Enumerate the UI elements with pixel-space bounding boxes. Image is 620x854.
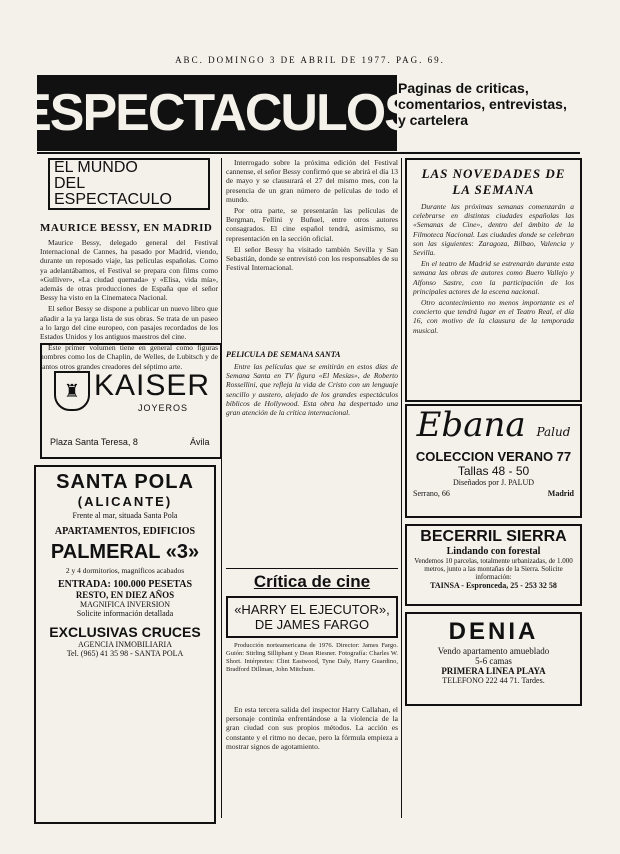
critica-title: Crítica de cine	[253, 572, 371, 591]
kaiser-city: Ávila	[190, 437, 210, 447]
ebana-brand: Ebana	[416, 405, 526, 445]
santapola-region: (ALICANTE)	[77, 494, 173, 509]
paragraph: El señor Bessy ha visitado también Sevilla y San Sebastián, donde se entrevistó con los responsables de su Festival Internacional.	[226, 244, 398, 273]
paragraph: El señor Bessy se dispone a publicar un nuevo libro que añadir a la ya larga lista de sus obras. Se trata de un paseo a lo largo del cine europeo, con pasajes recordados de los Estados Unidos y los antiguos maestros del cine.	[40, 304, 218, 342]
becerril-title: BECERRIL SIERRA	[420, 528, 567, 545]
ad-ebana	[405, 404, 582, 518]
section-title: ESPECTACULOS	[17, 84, 417, 142]
film-title-box	[226, 596, 398, 638]
santapola-entrada: ENTRADA: 100.000 PESETAS	[58, 579, 192, 590]
santapola-resto: RESTO, EN DIEZ AÑOS	[75, 590, 175, 600]
novedades-box	[405, 158, 582, 402]
becerril-desc: Vendemos 10 parcelas, totalmente urbanizadas, de 1.000 metros, junto a las montañas de la Sierra. Solicite información:	[414, 557, 573, 581]
santapola-desc: 2 y 4 dormitorios, magníficos acabados	[65, 566, 185, 575]
denia-line1: Vendo apartamento amueblado	[437, 646, 550, 656]
santapola-solicite: Solicite información detallada	[76, 609, 174, 618]
denia-line2: 5-6 camas	[475, 656, 512, 666]
ad-santa-pola	[34, 465, 216, 824]
becerril-contact: TAINSA - Espronceda, 25 - 253 32 58	[430, 581, 557, 590]
santapola-building: PALMERAL	[50, 541, 161, 563]
logo-line: ESPECTACULO	[54, 191, 172, 208]
kaiser-sub: JOYEROS	[138, 403, 189, 413]
section-subtitle: Paginas de criticas, comentarios, entrevistas, y cartelera	[398, 80, 567, 128]
ebana-coleccion: COLECCION VERANO 77	[415, 449, 572, 464]
ebana-tallas: Tallas 48 - 50	[457, 464, 530, 478]
divider	[37, 152, 580, 154]
divider	[226, 568, 398, 569]
kaiser-address: Plaza Santa Teresa, 8	[50, 437, 138, 447]
ad-kaiser	[40, 343, 222, 459]
kaiser-brand: KAISER	[94, 369, 211, 402]
denia-title: DENIA	[448, 618, 539, 645]
section-banner	[17, 75, 417, 151]
column-rule	[401, 158, 402, 818]
santapola-title: SANTA POLA	[56, 471, 194, 493]
santapola-exclusivas: EXCLUSIVAS CRUCES	[49, 624, 201, 640]
novedades-item: Durante las próximas semanas comenzarán a celebrarse en distintas ciudades españolas las «Semanas de Cine», dentro del ámbito de la Filmoteca Nacional. Las ciudades donde se celebran son las siguientes: Zaragoza, Bilbao, Valencia y Sevilla.	[413, 202, 574, 258]
ebana-disenos: Diseñados por J. PALUD	[452, 478, 535, 487]
santapola-contact: Tel. (965) 41 35 98 - SANTA POLA	[66, 649, 184, 658]
paragraph: Por otra parte, se presentarán las películas de Bergman, Fellini y Buñuel, entre otros autores consagrados. El cine español tendrá, asimismo, su representación en la sección oficial.	[226, 206, 398, 243]
column-rule	[221, 158, 222, 818]
crown-icon: ♜	[54, 371, 90, 411]
paragraph: Producción norteamericana de 1976. Director: James Fargo. Guión: Stirling Silliphant y Dean Riesner. Fotografía: Charles W. Short. Intérpretes: Clint Eastwood, Tyne Daly, Harry Guardino, Bradford Dillman, John Mitchum.	[226, 642, 398, 673]
article-continued	[226, 158, 398, 348]
denia-line3: PRIMERA LINEA PLAYA	[441, 666, 546, 676]
novedades-item: Otro acontecimiento no menos importante es el concierto que tendrá lugar en el Teatro Real, el día 16, con motivo de la clausura de la temporada musical.	[413, 298, 574, 335]
ebana-city: Madrid	[547, 489, 574, 498]
santapola-agencia: AGENCIA INMOBILIARIA	[78, 640, 172, 649]
santapola-info: MAGNIFICA INVERSION	[79, 600, 170, 609]
page-header: ABC. DOMINGO 3 DE ABRIL DE 1977. PAG. 69.	[175, 55, 445, 65]
feature-body	[226, 362, 398, 562]
ad-becerril	[405, 524, 582, 606]
article-headline: MAURICE BESSY, EN MADRID	[40, 222, 213, 234]
feature-heading: PELICULA DE SEMANA SANTA	[226, 350, 341, 359]
santapola-apartamentos: APARTAMENTOS, EDIFICIOS	[54, 526, 196, 537]
ebana-sub: Palud	[536, 425, 571, 439]
paragraph: Este primer volumen tiene en general como figuras nombres como los de Chaplin, de Welles, de Lubitsch y de tantos otros grandes creadores del séptimo arte.	[40, 343, 218, 371]
paragraph: En esta tercera salida del inspector Harry Callahan, el personaje continúa enfrentándose a la violencia de la gran ciudad con sus propios métodos. La acción es constante y el ritmo no decae, pero la fórmula empieza a mostrar signos de agotamiento.	[226, 705, 398, 751]
mundo-logo	[48, 158, 210, 210]
paragraph: Maurice Bessy, delegado general del Festival Internacional de Cannes, ha pasado por Madrid, viendo, durante un reposado viaje, las películas españolas. Como ya adelantábamos, el Festival se prepara con films como «Gulliver», «La ciudad quemada» y «Elisa, vida mía», además de otras producciones de España que el señor Bessy ha visto en la Cinemateca Nacional.	[40, 238, 218, 303]
denia-phone: TELEFONO 222 44 71. Tardes.	[442, 676, 545, 685]
becerril-subtitle: Lindando con forestal	[446, 546, 541, 557]
santapola-tagline: Frente al mar, situada Santa Pola	[72, 511, 178, 520]
logo-line: DEL	[54, 175, 86, 192]
ebana-address: Serrano, 66	[413, 489, 450, 498]
novedades-item: En el teatro de Madrid se estrenarán durante esta semana las obras de autores como Buero Vallejo y Alfonso Sastre, con la participación de los principales actores de la escena nacional.	[413, 259, 574, 296]
santapola-number: «3»	[165, 541, 200, 563]
logo-line: EL MUNDO	[54, 159, 138, 176]
ad-denia	[405, 612, 582, 706]
film-review	[226, 705, 398, 820]
paragraph: Interrogado sobre la próxima edición del Festival cannense, el señor Bessy confirmó que se abrirá el día 13 de mayo y se clausurará el 27 del mismo mes, con la presencia de un gran número de películas de todo el mundo.	[226, 158, 398, 204]
film-credits	[226, 642, 398, 702]
novedades-title: LAS NOVEDADES DE LA SEMANA	[421, 166, 566, 197]
film-title: «HARRY EL EJECUTOR», DE JAMES FARGO	[234, 602, 390, 632]
paragraph: Entre las películas que se emitirán en estos días de Semana Santa en TV figura «El Mesías», de Roberto Rossellini, que refleja la vida de Cristo con un lenguaje sencillo y austero, alejado de los grandes espectáculos bíblicos de Hollywood. Esta obra ha despertado una gran atención de la crítica internacional.	[226, 362, 398, 418]
